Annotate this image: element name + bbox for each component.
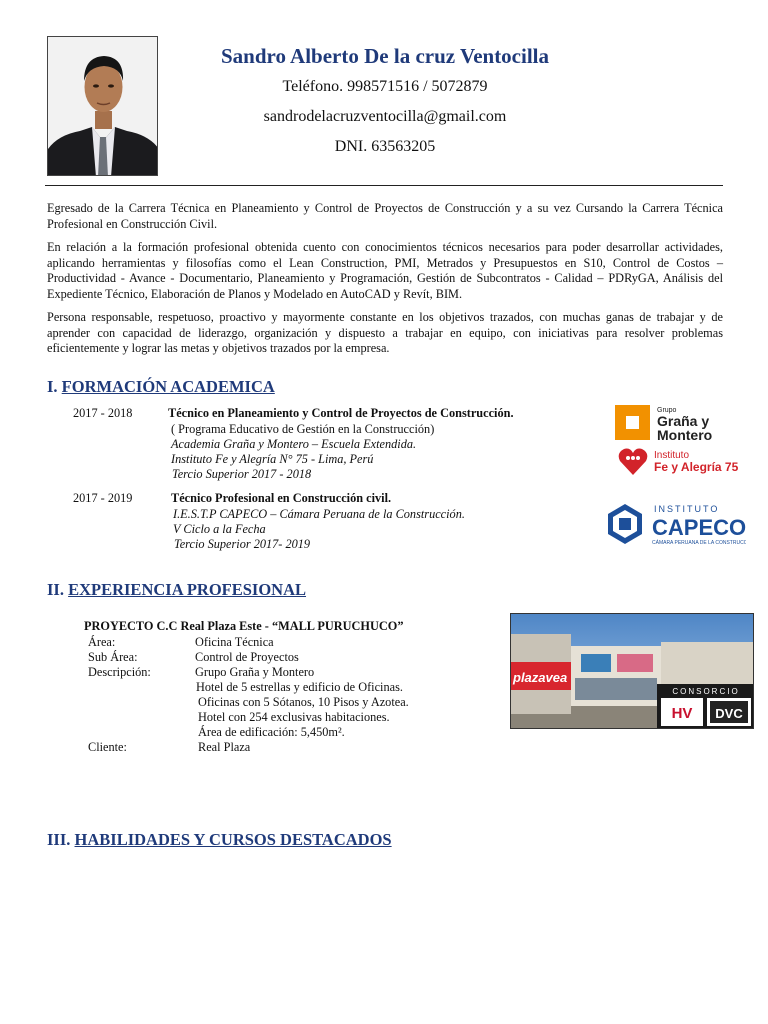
area-label: Área: — [88, 635, 116, 649]
svg-text:Fe y Alegría 75: Fe y Alegría 75 — [654, 460, 739, 474]
svg-text:CAPECO: CAPECO — [652, 515, 746, 540]
svg-text:Montero: Montero — [657, 427, 713, 443]
area-value: Oficina Técnica — [195, 635, 274, 649]
svg-text:Grupo: Grupo — [657, 407, 677, 414]
section-title: FORMACIÓN ACADEMICA — [61, 377, 275, 396]
section-experience-heading — [47, 580, 306, 600]
description-line: Grupo Graña y Montero — [195, 665, 315, 679]
profile-paragraph-3: Persona responsable, respetuoso, proactivo y mayormente constante en los objetivos trazados, con muchas ganas de trabajar y de aprender con capacidad de liderazgo, organización y dispuesto a trabajar en equipo, con iniciativas para resolver problemas eficientemente y lograr las metas y objetivos trazados por la empresa. — [47, 310, 723, 355]
education-degree-1: Técnico en Planeamiento y Control de Proyectos de Construcción. — [168, 406, 514, 420]
dni-number: DNI. 63563205 — [334, 138, 436, 155]
education-line: Tercio Superior 2017 - 2018 — [172, 467, 312, 481]
candidate-name: Sandro Alberto De la cruz Ventocilla — [220, 44, 550, 68]
svg-text:Instituto: Instituto — [654, 450, 690, 461]
education-line: Instituto Fe y Alegría N° 75 - Lima, Perú — [171, 452, 374, 466]
mall-project-image — [510, 613, 754, 729]
education-degree-2: Técnico Profesional en Construcción civil. — [171, 491, 392, 505]
project-title: PROYECTO C.C Real Plaza Este - “MALL PURUCHUCO” — [84, 619, 404, 633]
description-line: Oficinas con 5 Sótanos, 10 Pisos y Azotea. — [198, 695, 409, 709]
description-line: Hotel con 254 exclusivas habitaciones. — [198, 710, 390, 724]
description-line: Hotel de 5 estrellas y edificio de Oficinas. — [196, 680, 403, 694]
education-line: Academia Graña y Montero – Escuela Extendida. — [171, 437, 417, 451]
section-number: I. — [47, 377, 58, 396]
email-address: sandrodelacruzventocilla@gmail.com — [263, 108, 507, 125]
section-number: III. — [47, 830, 71, 849]
person-portrait-image — [48, 37, 158, 176]
section-skills-heading — [47, 830, 392, 850]
client-value: Real Plaza — [198, 740, 251, 754]
education-line: V Ciclo a la Fecha — [173, 522, 266, 536]
profile-paragraph-1: Egresado de la Carrera Técnica en Planeamiento y Control de Proyectos de Construcción y a su vez Cursando la Carrera Técnica Profesional en Construcción Civil. — [47, 201, 723, 231]
education-years-1: 2017 - 2018 — [73, 406, 133, 420]
section-education-heading — [47, 377, 275, 397]
profile-paragraph-2: En relación a la formación profesional obtenida cuento con conocimientos técnicos necesarios para poder desarrollar actividades, aplicando herramientas y filosofías como el Lean Construction, PMI, Metrados y Presupuestos en S10, Control de Costos – Productividad - Avance - Documentario, Planeamiento y Programación, Gestión de Subcontratos - Calidad – PDRyGA, Análisis del Expediente Técnico, Elaboración de Planos y Modelado en AutoCAD y Revít, BIM. — [47, 240, 723, 301]
header-divider — [45, 185, 723, 186]
svg-text:INSTITUTO: INSTITUTO — [654, 504, 720, 514]
education-line: ( Programa Educativo de Gestión en la Construcción) — [171, 422, 435, 436]
phone-number: Teléfono. 998571516 / 5072879 — [282, 78, 488, 95]
svg-text:DVC: DVC — [715, 706, 743, 721]
capeco-logo — [606, 502, 746, 548]
subarea-value: Control de Proyectos — [195, 650, 299, 664]
svg-text:HV: HV — [671, 705, 693, 722]
section-number: II. — [47, 580, 64, 599]
description-line: Área de edificación: 5,450m². — [198, 725, 345, 739]
profile-photo — [47, 36, 158, 176]
client-label: Cliente: — [88, 740, 127, 754]
subarea-label: Sub Área: — [88, 650, 138, 664]
section-title: EXPERIENCIA PROFESIONAL — [68, 580, 307, 599]
svg-text:CONSORCIO: CONSORCIO — [672, 687, 740, 696]
svg-text:plazavea: plazavea — [513, 670, 568, 685]
grana-montero-logo — [615, 403, 765, 443]
svg-text:Graña y: Graña y — [657, 413, 710, 429]
fe-y-alegria-logo — [618, 445, 758, 477]
education-years-2: 2017 - 2019 — [73, 491, 133, 505]
description-label: Descripción: — [88, 665, 151, 679]
education-line: Tercio Superior 2017- 2019 — [174, 537, 311, 551]
svg-text:CÁMARA PERUANA DE LA CONSTRUCC: CÁMARA PERUANA DE LA CONSTRUCCIÓN — [652, 540, 746, 546]
education-line: I.E.S.T.P CAPECO – Cámara Peruana de la Construcción. — [173, 507, 465, 521]
section-title: HABILIDADES Y CURSOS DESTACADOS — [74, 830, 392, 849]
